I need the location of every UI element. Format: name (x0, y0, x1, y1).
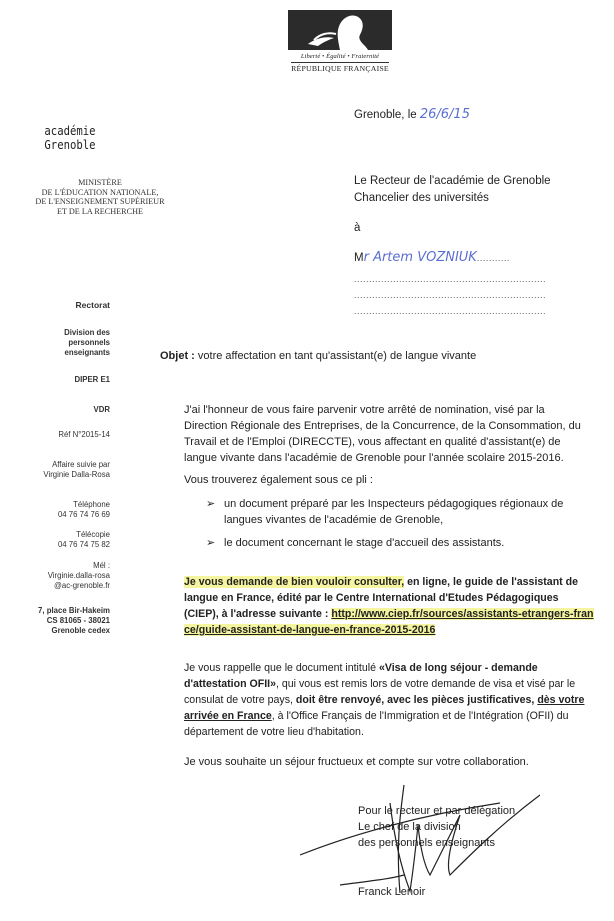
sender-block (354, 173, 551, 207)
date-line (354, 107, 470, 122)
handwritten-signature (300, 775, 540, 905)
paragraph-4 (184, 660, 600, 740)
paragraph-4-intro: Je vous rappelle que le document intitulé (184, 662, 379, 674)
address-dots-1: ................................................................ (354, 274, 547, 284)
paragraph-4-underlined: dès votre arrivée en France (184, 694, 585, 722)
marianne-emblem (288, 10, 392, 50)
sender-line2: Chancelier des universités (354, 192, 489, 204)
highlighted-request: Je vous demande de bien vouloir consulter, (184, 576, 405, 588)
affaire-label: Affaire suivie par (52, 460, 110, 469)
date-handwritten: 26/6/15 (419, 107, 470, 122)
ciep-guide-link[interactable]: http://www.ciep.fr/sources/assistants-etrangers-france/guide-assistant-de-langue-en-france-2015-2016 (184, 608, 594, 636)
attachments-list (184, 496, 600, 551)
date-prefix: Grenoble, le (354, 109, 417, 121)
email-line2[interactable]: @ac-grenoble.fr (53, 581, 110, 590)
fax-value: 04 76 74 75 82 (57, 540, 110, 549)
ministere-block (0, 178, 200, 216)
logo-republic: RÉPUBLIQUE FRANÇAISE (291, 64, 389, 73)
email-label: Mél : (93, 561, 110, 570)
affaire-block (0, 460, 110, 480)
ministere-line: MINISTÈRE (78, 178, 122, 187)
to-label: à (354, 222, 361, 234)
affaire-name: Virginie Dalla-Rosa (43, 470, 110, 479)
division-line: Division des (64, 328, 110, 337)
address-dots-2: ................................................................ (354, 290, 547, 300)
signature-line2: Le chef de la division (358, 821, 461, 833)
division-block (0, 328, 110, 358)
diper-label: DIPER E1 (74, 375, 110, 384)
sender-line1: Le Recteur de l'académie de Grenoble (354, 175, 551, 187)
fax-block (0, 530, 110, 550)
paragraph-4-end: , à l'Office Français de l'Immigration et de l'Intégration (OFII) du département de votre lieu d'habitation. (184, 710, 569, 738)
recipient-dots: ........... (476, 253, 510, 263)
subject-line (160, 350, 476, 362)
paragraph-3-text: en ligne, le guide de l'assistant de langue en France, édité par le Centre International d'Etudes Pédagogiques (CIEP), à l'adresse suivante : (184, 576, 579, 620)
telephone-value: 04 76 74 76 69 (57, 510, 110, 519)
republique-francaise-logo (288, 10, 392, 73)
paragraph-4-bold: doit être renvoyé, avec les pièces justificatives, (295, 694, 538, 706)
telephone-block (0, 500, 110, 520)
address-block (0, 606, 110, 636)
address-line: CS 81065 - 38021 (46, 616, 110, 625)
address-line: 7, place Bir-Hakeim (38, 606, 110, 615)
attachment-text: le document concernant le stage d'accueil des assistants. (224, 537, 505, 549)
paragraph-1: J'ai l'honneur de vous faire parvenir votre arrêté de nomination, visé par la Direction Régionale des Entreprises, de la Concurrence, de la Consommation, du Travail et de l'Emploi (DIRECCTE), vous affectant en qualité d'assistant(e) de langue vivante dans l'académie de Grenoble pour l'année scolaire 2015-2016. (184, 404, 581, 464)
arrow-bullet-icon: ➢ (206, 498, 216, 510)
signatory-name: Franck Lenoir (358, 886, 426, 898)
subject-text: votre affectation en tant qu'assistant(e) de langue vivante (194, 350, 477, 362)
paragraph-5: Je vous souhaite un séjour fructueux et compte sur votre collaboration. (184, 756, 529, 768)
visa-document-title: «Visa de long séjour - demande d'attestation OFII» (184, 662, 538, 690)
attachment-item (184, 535, 600, 551)
signature-line1: Pour le recteur et par délégation (358, 805, 516, 817)
fax-label: Télécopie (76, 530, 110, 539)
marianne-icon (288, 10, 392, 50)
address-line: Grenoble cedex (51, 626, 110, 635)
telephone-label: Téléphone (73, 500, 110, 509)
ministere-line: DE L'ÉDUCATION NATIONALE, (41, 187, 159, 197)
recipient-line (354, 250, 510, 265)
paragraph-2: Vous trouverez également sous ce pli : (184, 474, 373, 486)
arrow-bullet-icon: ➢ (206, 537, 216, 549)
attachment-text: un document préparé par les Inspecteurs pédagogiques régionaux de langues vivantes de l'académie de Grenoble, (224, 498, 564, 526)
reference: Réf N°2015-14 (58, 430, 110, 439)
attachment-item (184, 496, 600, 528)
subject-label: Objet : (160, 350, 195, 362)
academie-line2: Grenoble (44, 137, 96, 152)
logo-divider (291, 62, 389, 63)
rectorat-label: Rectorat (75, 300, 110, 310)
signature-line3: des personnels enseignants (358, 837, 495, 849)
division-line: enseignants (64, 348, 110, 357)
ministere-line: DE L'ENSEIGNEMENT SUPÉRIEUR (35, 197, 165, 206)
vdr-label: VDR (93, 405, 110, 414)
ministere-line: ET DE LA RECHERCHE (56, 206, 144, 216)
logo-motto: Liberté • Égalité • Fraternité (300, 53, 380, 60)
address-dots-3: ................................................................ (354, 306, 547, 316)
email-line1[interactable]: Virginie.dalla-rosa (47, 571, 110, 580)
division-line: personnels (68, 338, 110, 347)
recipient-handwritten: r Artem VOZNIUK (363, 250, 477, 265)
academie-line1: académie (44, 123, 96, 138)
recipient-prefix: M (354, 252, 364, 264)
academie-logo (36, 124, 104, 152)
paragraph-3 (184, 574, 596, 638)
email-block (0, 561, 110, 591)
paragraph-4-middle: , qui vous est remis lors de votre demande de visa et visé par le consulat de votre pays, (184, 678, 576, 706)
